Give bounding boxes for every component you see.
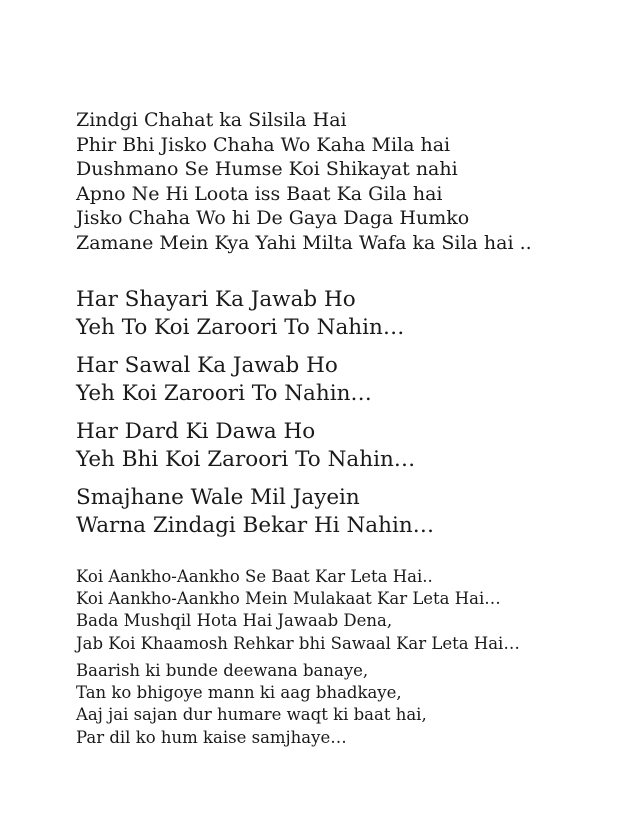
poem-line: Warna Zindagi Bekar Hi Nahin… — [76, 513, 435, 538]
poem-couplet-2 — [76, 352, 372, 408]
poem-line: Har Sawal Ka Jawab Ho — [76, 353, 338, 378]
poem-line: Par dil ko hum kaise samjhaye… — [76, 727, 347, 747]
poem-line: Bada Mushqil Hota Hai Jawaab Dena, — [76, 611, 393, 631]
poem-stanza-4 — [76, 660, 427, 749]
poem-line: Dushmano Se Humse Koi Shikayat nahi — [76, 158, 458, 181]
poem-line: Yeh Bhi Koi Zaroori To Nahin… — [76, 447, 416, 472]
poem-line: Zindgi Chahat ka Silsila Hai — [76, 109, 347, 131]
poem-line: Har Shayari Ka Jawab Ho — [76, 287, 356, 312]
poem-line: Baarish ki bunde deewana banaye, — [76, 661, 369, 680]
poem-line: Phir Bhi Jisko Chaha Wo Kaha Mila hai — [76, 133, 451, 156]
poem-line: Jab Koi Khaamosh Rehkar bhi Sawaal Kar Leta Hai… — [76, 633, 520, 653]
poem-line: Apno Ne Hi Loota iss Baat Ka Gila hai — [76, 182, 443, 205]
poem-line: Yeh Koi Zaroori To Nahin… — [76, 381, 372, 406]
poem-line: Smajhane Wale Mil Jayein — [76, 485, 360, 510]
poem-line: Jisko Chaha Wo hi De Gaya Daga Humko — [76, 207, 470, 230]
poem-couplet-1 — [76, 286, 404, 342]
poem-stanza-1 — [76, 108, 532, 256]
poem-line: Har Dard Ki Dawa Ho — [76, 419, 316, 444]
poem-line: Aaj jai sajan dur humare waqt ki baat hai, — [76, 705, 427, 725]
poem-couplet-3 — [76, 418, 415, 474]
poem-stanza-3 — [76, 566, 520, 655]
poem-line: Yeh To Koi Zaroori To Nahin… — [76, 315, 405, 340]
poem-line: Koi Aankho-Aankho Mein Mulakaat Kar Leta Hai… — [76, 589, 501, 609]
poem-line: Zamane Mein Kya Yahi Milta Wafa ka Sila hai .. — [76, 231, 532, 254]
poem-line: Koi Aankho-Aankho Se Baat Kar Leta Hai.. — [76, 567, 433, 586]
poem-couplet-4 — [76, 484, 434, 540]
poem-line: Tan ko bhigoye mann ki aag bhadkaye, — [76, 683, 402, 703]
